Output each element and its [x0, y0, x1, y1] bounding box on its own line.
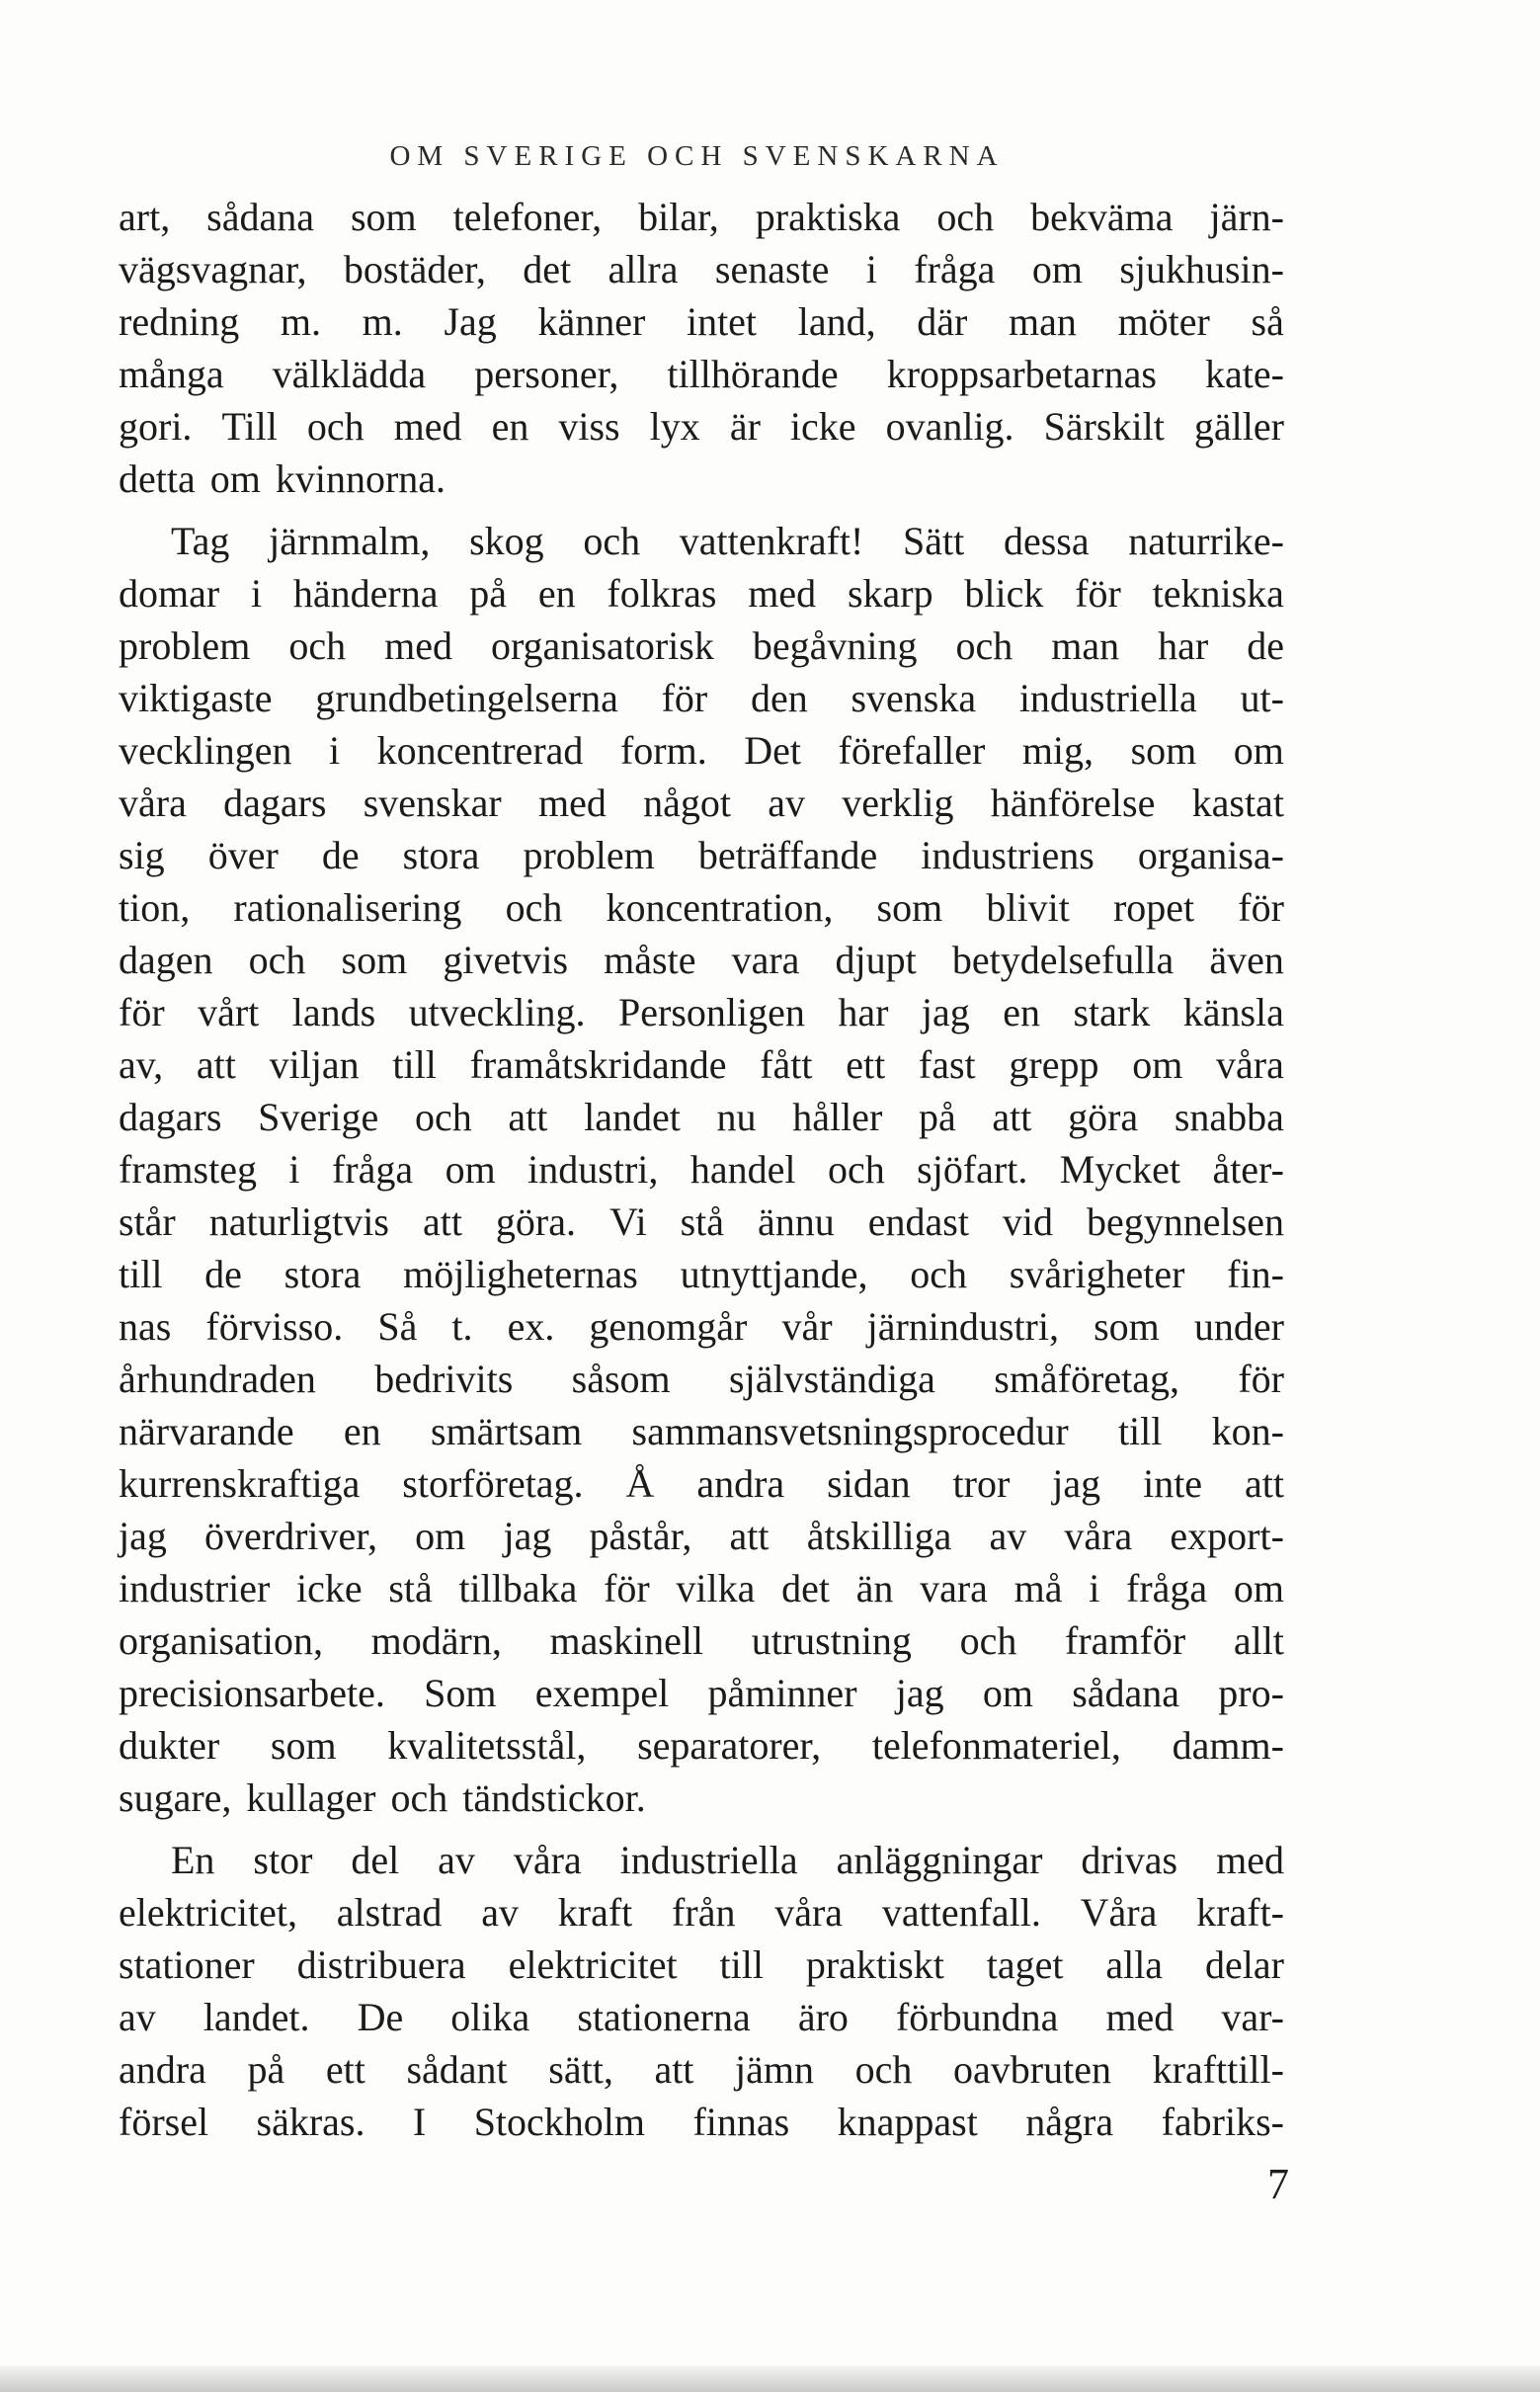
text-line: århundraden bedrivits såsom självständiga småföretag, för	[119, 1357, 1284, 1401]
text-line: precisionsarbete. Som exempel påminner jag om sådana pro-	[119, 1671, 1284, 1715]
text-line: tion, rationalisering och koncentration, som blivit ropet för	[119, 885, 1284, 930]
text-line: försel säkras. I Stockholm finnas knappast några fabriks-	[119, 2100, 1284, 2144]
paragraph	[119, 515, 1284, 1824]
paragraph-gap	[119, 505, 1284, 515]
page-number: 7	[1267, 2160, 1289, 2208]
running-head: OM SVERIGE OCH SVENSKARNA	[389, 140, 1005, 172]
text-line: industrier icke stå tillbaka för vilka det än vara må i fråga om	[119, 1566, 1284, 1610]
text-line: många välklädda personer, tillhörande kroppsarbetarnas kate-	[119, 352, 1284, 396]
scan-edge-shadow	[0, 2366, 1540, 2392]
text-line: andra på ett sådant sätt, att jämn och oavbruten krafttill-	[119, 2047, 1284, 2092]
text-line: till de stora möjligheternas utnyttjande, och svårigheter fin-	[119, 1252, 1284, 1296]
paragraph	[119, 191, 1284, 505]
text-line: En stor del av våra industriella anläggningar drivas med	[171, 1838, 1284, 1882]
text-line: art, sådana som telefoner, bilar, praktiska och bekväma järn-	[119, 195, 1284, 239]
text-line: våra dagars svenskar med något av verklig hänförelse kastat	[119, 781, 1284, 825]
text-line: detta om kvinnorna.	[119, 456, 446, 501]
text-line: gori. Till och med en viss lyx är icke ovanlig. Särskilt gäller	[119, 404, 1284, 449]
text-line: nas förvisso. Så t. ex. genomgår vår järnindustri, som under	[119, 1304, 1284, 1349]
text-line: organisation, modärn, maskinell utrustning och framför allt	[119, 1618, 1284, 1663]
text-line: för vårt lands utveckling. Personligen har jag en stark känsla	[119, 990, 1284, 1034]
text-line: viktigaste grundbetingelserna för den svenska industriella ut-	[119, 676, 1284, 720]
text-line: jag överdriver, om jag påstår, att åtskilliga av våra export-	[119, 1514, 1284, 1558]
text-line: stationer distribuera elektricitet till praktiskt taget alla delar	[119, 1942, 1284, 1987]
text-line: kurrenskraftiga storföretag. Å andra sidan tror jag inte att	[119, 1461, 1284, 1506]
paragraph-gap	[119, 1824, 1284, 1834]
text-line: dukter som kvalitetsstål, separatorer, telefonmateriel, damm-	[119, 1723, 1284, 1768]
text-line: framsteg i fråga om industri, handel och sjöfart. Mycket åter-	[119, 1147, 1284, 1192]
text-line: redning m. m. Jag känner intet land, där man möter så	[119, 299, 1284, 344]
text-line: står naturligtvis att göra. Vi stå ännu endast vid begynnelsen	[119, 1199, 1284, 1244]
text-line: domar i händerna på en folkras med skarp blick för tekniska	[119, 571, 1284, 616]
text-line: Tag järnmalm, skog och vattenkraft! Sätt dessa naturrike-	[171, 519, 1284, 563]
paragraph	[119, 1834, 1284, 2148]
text-line: vecklingen i koncentrerad form. Det förefaller mig, som om	[119, 728, 1284, 773]
text-line: sugare, kullager och tändstickor.	[119, 1775, 646, 1820]
text-line: närvarande en smärtsam sammansvetsningsprocedur till kon-	[119, 1409, 1284, 1453]
text-line: av, att viljan till framåtskridande fått ett fast grepp om våra	[119, 1042, 1284, 1087]
body-text	[119, 191, 1284, 2148]
text-line: elektricitet, alstrad av kraft från våra vattenfall. Våra kraft-	[119, 1890, 1284, 1935]
text-line: dagen och som givetvis måste vara djupt betydelsefulla även	[119, 938, 1284, 982]
text-line: vägsvagnar, bostäder, det allra senaste i fråga om sjukhusin-	[119, 247, 1284, 291]
text-line: sig över de stora problem beträffande industriens organisa-	[119, 833, 1284, 877]
text-line: problem och med organisatorisk begåvning och man har de	[119, 623, 1284, 668]
text-line: av landet. De olika stationerna äro förbundna med var-	[119, 1995, 1284, 2039]
text-line: dagars Sverige och att landet nu håller på att göra snabba	[119, 1095, 1284, 1139]
